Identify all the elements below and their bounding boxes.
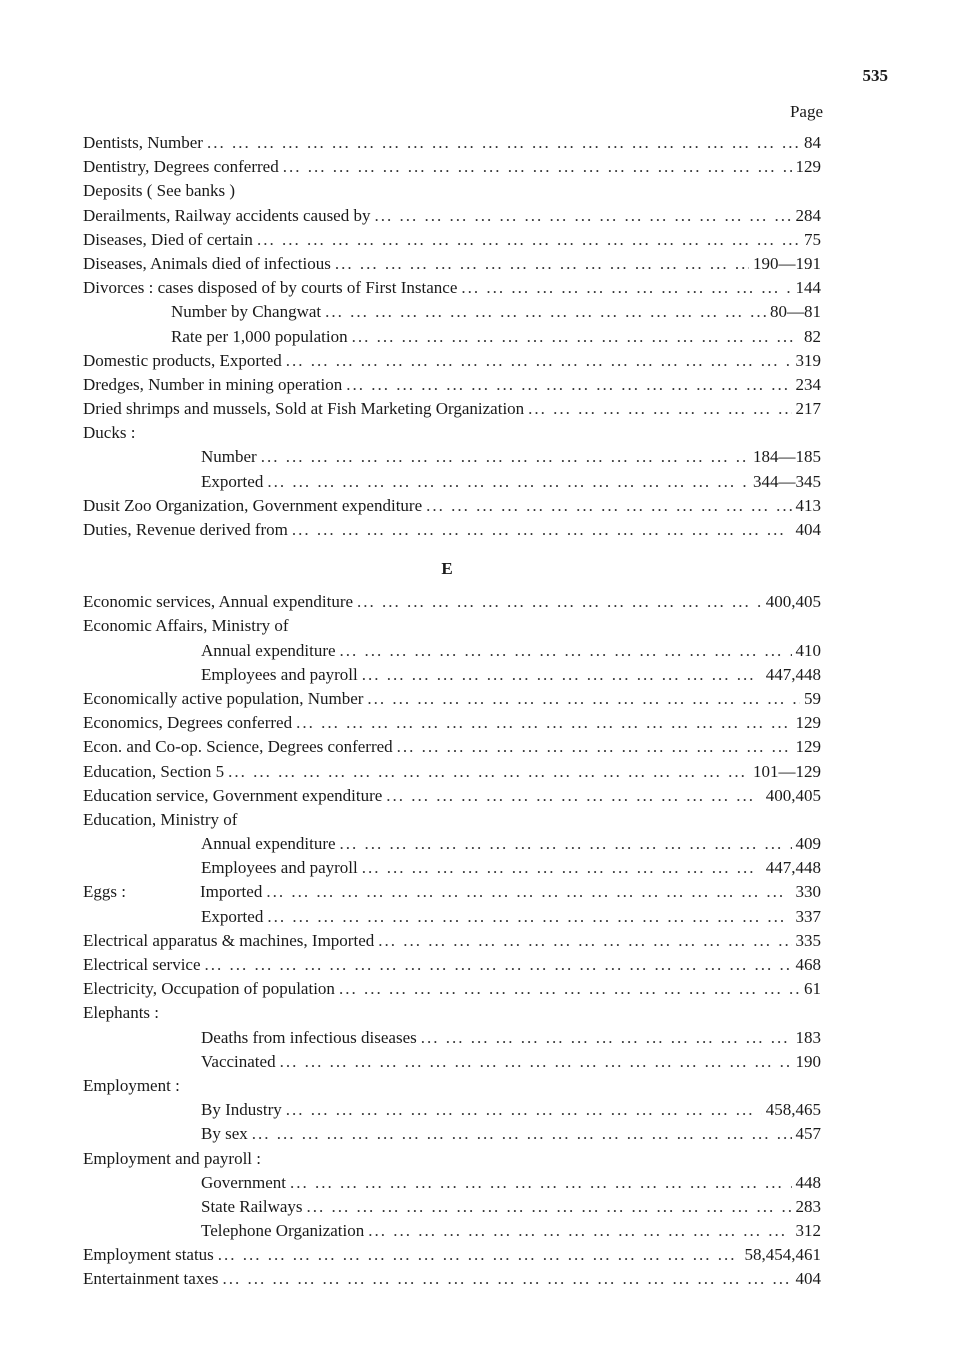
index-entry bbox=[83, 616, 821, 640]
index-entry-label bbox=[83, 689, 363, 709]
index-entry-text: Exported bbox=[201, 906, 264, 926]
dot-leader bbox=[397, 737, 792, 757]
index-entry-text: Electricity, Occupation of population bbox=[83, 979, 335, 999]
index-entry-label bbox=[83, 520, 288, 540]
index-entry-label bbox=[83, 1149, 261, 1169]
dot-leader bbox=[421, 1028, 792, 1048]
index-entry bbox=[83, 979, 821, 1003]
dot-leader bbox=[222, 1269, 791, 1289]
index-entry-text: Dredges, Number in mining operation bbox=[83, 374, 343, 394]
index-entry-pages: 330 bbox=[795, 882, 821, 902]
dot-leader bbox=[357, 592, 762, 612]
dot-leader bbox=[362, 665, 762, 685]
index-entry-label bbox=[201, 472, 263, 492]
index-entry-text: Elephants : bbox=[83, 1003, 160, 1023]
index-entry-text: Ducks : bbox=[83, 423, 136, 443]
index-entry-text: Deaths from infectious diseases bbox=[201, 1027, 417, 1047]
dot-leader bbox=[325, 302, 766, 322]
index-entry-text: Domestic products, Exported bbox=[83, 350, 282, 370]
dot-leader bbox=[261, 447, 749, 467]
index-entry bbox=[83, 641, 821, 665]
index-entry-label bbox=[83, 616, 289, 636]
index-entry bbox=[83, 1197, 821, 1221]
index-entry bbox=[83, 882, 821, 906]
index-entry bbox=[83, 1076, 821, 1100]
index-entry-text: Economically active population, Number bbox=[83, 688, 364, 708]
index-entry bbox=[83, 1245, 821, 1269]
index-entry-text: Economic services, Annual expenditure bbox=[83, 592, 354, 612]
index-entry-label bbox=[83, 230, 253, 250]
index-entry-text: Employment status bbox=[83, 1245, 214, 1265]
index-entry bbox=[83, 399, 821, 423]
index-entry bbox=[83, 907, 821, 931]
dot-leader bbox=[368, 1221, 791, 1241]
index-entry-pages: 61 bbox=[804, 979, 821, 999]
dot-leader bbox=[267, 472, 749, 492]
index-entry-pages: 217 bbox=[795, 399, 821, 419]
index-entry-label bbox=[83, 375, 342, 395]
dot-leader bbox=[296, 713, 791, 733]
dot-leader bbox=[378, 931, 791, 951]
index-entry-text: Annual expenditure bbox=[201, 834, 336, 854]
index-entry-pages: 337 bbox=[795, 906, 821, 926]
index-entry-label bbox=[83, 592, 353, 612]
index-entry-pages: 400,405 bbox=[765, 785, 821, 805]
index-entry bbox=[83, 1173, 821, 1197]
index-entry-text: Telephone Organization bbox=[201, 1221, 365, 1241]
index-entry-pages: 84 bbox=[804, 133, 821, 152]
index-entry-label bbox=[201, 858, 358, 878]
index-entry-text: Education, Ministry of bbox=[83, 809, 238, 829]
index-entry bbox=[83, 327, 821, 351]
dot-leader bbox=[528, 399, 791, 419]
index-entry bbox=[83, 762, 821, 786]
index-entry-label bbox=[201, 1124, 248, 1144]
index-entry-pages: 190—191 bbox=[753, 253, 821, 273]
index-entry-text: Divorces : cases disposed of by courts of First Instance bbox=[83, 278, 458, 298]
index-entry-pages: 400,405 bbox=[765, 592, 821, 612]
index-entry bbox=[83, 496, 821, 520]
index-entry-text: Number bbox=[201, 447, 257, 467]
index-entry-label bbox=[201, 665, 358, 685]
index-entry bbox=[83, 810, 821, 834]
index-entry-label bbox=[83, 399, 524, 419]
index-entry bbox=[83, 157, 821, 181]
index-entry-pages: 234 bbox=[795, 374, 821, 394]
index-entry bbox=[83, 520, 821, 544]
dot-leader bbox=[228, 762, 749, 782]
index-entry-label bbox=[201, 447, 257, 467]
index-entry-pages: 129 bbox=[795, 157, 821, 177]
index-entry-pages: 283 bbox=[795, 1196, 821, 1216]
index-entry-text: Education service, Government expenditure bbox=[83, 785, 383, 805]
index-entry-label bbox=[83, 979, 335, 999]
index-entry bbox=[83, 1221, 821, 1245]
dot-leader bbox=[280, 1052, 792, 1072]
index-entry bbox=[83, 254, 821, 278]
index-entry-pages: 404 bbox=[795, 1269, 821, 1289]
dot-leader bbox=[290, 1173, 792, 1193]
index-entry-pages: 413 bbox=[795, 495, 821, 515]
index-list bbox=[83, 133, 821, 1294]
dot-leader bbox=[207, 133, 800, 153]
index-entry-label bbox=[83, 713, 292, 733]
index-entry-pages: 457 bbox=[795, 1124, 821, 1144]
index-entry-text: Employees and payroll bbox=[201, 664, 358, 684]
index-entry-label bbox=[83, 810, 237, 830]
page-column-heading: Page bbox=[789, 102, 823, 121]
index-entry-text: Dusit Zoo Organization, Government expenditure bbox=[83, 495, 423, 515]
dot-leader bbox=[266, 882, 791, 902]
index-entry-label bbox=[83, 157, 279, 177]
index-entry-pages: 183 bbox=[795, 1027, 821, 1047]
index-entry-pages: 190 bbox=[795, 1051, 821, 1071]
index-entry-pages: 447,448 bbox=[765, 664, 821, 684]
index-entry-pages: 284 bbox=[795, 205, 821, 225]
index-entry-pages: 184—185 bbox=[753, 447, 821, 467]
index-entry bbox=[83, 133, 821, 157]
index-entry-text: Education, Section 5 bbox=[83, 761, 225, 781]
index-entry-text: Duties, Revenue derived from bbox=[83, 520, 288, 539]
index-entry bbox=[83, 689, 821, 713]
index-entry-label bbox=[83, 181, 235, 201]
index-entry-text: Entertainment taxes bbox=[83, 1269, 219, 1289]
index-entry bbox=[83, 858, 821, 882]
index-entry bbox=[83, 472, 821, 496]
index-entry-label bbox=[83, 762, 224, 782]
index-entry-label bbox=[201, 834, 336, 854]
dot-leader bbox=[340, 834, 792, 854]
index-entry-label bbox=[201, 1028, 417, 1048]
dot-leader bbox=[352, 327, 800, 347]
index-entry-text: Vaccinated bbox=[201, 1051, 276, 1071]
index-entry-label bbox=[83, 955, 201, 975]
index-entry-label bbox=[83, 254, 331, 274]
index-entry-text: Derailments, Railway accidents caused by bbox=[83, 205, 371, 225]
dot-leader bbox=[267, 907, 791, 927]
index-entry-text: Econ. and Co-op. Science, Degrees conferred bbox=[83, 737, 393, 757]
index-entry-text: Rate per 1,000 population bbox=[171, 326, 348, 346]
dot-leader bbox=[292, 520, 792, 540]
index-entry-text: Economics, Degrees conferred bbox=[83, 713, 293, 733]
index-entry-pages: 468 bbox=[795, 955, 821, 974]
index-entry-pages: 80—81 bbox=[770, 302, 821, 322]
dot-leader bbox=[286, 1100, 762, 1120]
index-entry-pages: 82 bbox=[804, 326, 821, 346]
index-entry-label bbox=[201, 1173, 286, 1193]
dot-leader bbox=[362, 858, 762, 878]
dot-leader bbox=[205, 955, 792, 975]
index-entry-label bbox=[201, 1100, 282, 1120]
index-entry-label bbox=[83, 133, 203, 153]
index-entry-text: Dentistry, Degrees conferred bbox=[83, 157, 279, 177]
index-entry bbox=[83, 1100, 821, 1124]
dot-leader bbox=[335, 254, 749, 274]
index-entry bbox=[83, 351, 821, 375]
dot-leader bbox=[307, 1197, 792, 1217]
index-entry bbox=[83, 206, 821, 230]
index-entry-text: Diseases, Animals died of infectious bbox=[83, 253, 331, 273]
dot-leader bbox=[346, 375, 791, 395]
section-letter: E bbox=[441, 559, 453, 579]
index-entry bbox=[83, 786, 821, 810]
index-entry-text: Diseases, Died of certain bbox=[83, 229, 253, 249]
index-entry-pages: 447,448 bbox=[765, 858, 821, 878]
index-entry-pages: 101—129 bbox=[753, 761, 821, 781]
index-entry-pages: 404 bbox=[795, 520, 821, 539]
dot-leader bbox=[386, 786, 761, 806]
index-entry bbox=[83, 1003, 821, 1027]
index-entry-label bbox=[201, 1197, 303, 1217]
dot-leader bbox=[367, 689, 800, 709]
index-entry-text: Economic Affairs, Ministry of bbox=[83, 616, 289, 636]
index-entry bbox=[83, 181, 821, 205]
index-entry bbox=[83, 423, 821, 447]
page-number: 535 bbox=[862, 66, 888, 85]
index-entry-pages: 319 bbox=[795, 350, 821, 370]
index-entry bbox=[83, 713, 821, 737]
index-entry-label bbox=[83, 1076, 180, 1096]
index-entry-pages: 58,454,461 bbox=[744, 1245, 821, 1265]
index-entry-text: By sex bbox=[201, 1124, 248, 1144]
index-entry bbox=[83, 375, 821, 399]
index-entry-label bbox=[83, 786, 382, 806]
index-entry-text: State Railways bbox=[201, 1196, 303, 1216]
index-entry-text: By Industry bbox=[201, 1100, 282, 1120]
index-entry bbox=[83, 447, 821, 471]
index-entry-label bbox=[83, 737, 393, 757]
index-entry-label bbox=[201, 907, 263, 927]
index-entry-prefix: Eggs : bbox=[83, 882, 126, 902]
dot-leader bbox=[339, 979, 800, 999]
index-entry-label bbox=[83, 206, 370, 226]
index-entry bbox=[83, 1149, 821, 1173]
index-entry-label bbox=[83, 496, 422, 516]
index-entry bbox=[83, 302, 821, 326]
index-entry-label bbox=[171, 327, 348, 347]
index-entry-text: Number by Changwat bbox=[171, 302, 322, 322]
index-entry-pages: 144 bbox=[795, 278, 821, 298]
index-entry-label bbox=[201, 1221, 364, 1241]
index-entry-label bbox=[201, 1052, 276, 1072]
index-entry bbox=[83, 1124, 821, 1148]
index-entry-text: Employees and payroll bbox=[201, 858, 358, 878]
dot-leader bbox=[374, 206, 791, 226]
dot-leader bbox=[218, 1245, 741, 1265]
index-entry-pages: 312 bbox=[795, 1221, 821, 1241]
index-entry-label bbox=[83, 931, 374, 951]
index-entry-label bbox=[83, 1245, 214, 1265]
index-entry-text: Imported bbox=[200, 882, 263, 902]
index-entry-label bbox=[83, 278, 457, 298]
index-entry-pages: 129 bbox=[795, 713, 821, 733]
dot-leader bbox=[340, 641, 792, 661]
index-entry bbox=[83, 955, 821, 979]
index-entry-pages: 59 bbox=[804, 688, 821, 708]
dot-leader bbox=[426, 496, 791, 516]
index-entry bbox=[83, 931, 821, 955]
index-entry-pages: 344—345 bbox=[753, 471, 821, 491]
index-entry bbox=[83, 278, 821, 302]
index-entry-text: Annual expenditure bbox=[201, 640, 336, 660]
index-entry bbox=[83, 1028, 821, 1052]
index-entry bbox=[83, 1269, 821, 1293]
index-entry-text: Dentists, Number bbox=[83, 133, 203, 152]
index-entry-pages: 409 bbox=[795, 834, 821, 854]
index-entry-label bbox=[83, 1269, 218, 1289]
index-entry-label bbox=[201, 641, 336, 661]
index-entry-pages: 458,465 bbox=[765, 1100, 821, 1120]
index-entry-text: Employment and payroll : bbox=[83, 1148, 261, 1168]
index-entry-label bbox=[83, 882, 262, 902]
index-entry-text: Employment : bbox=[83, 1075, 180, 1095]
index-entry bbox=[83, 230, 821, 254]
index-entry-text: Electrical apparatus & machines, Imported bbox=[83, 930, 375, 950]
index-entry bbox=[83, 665, 821, 689]
index-entry-label bbox=[171, 302, 321, 322]
index-entry-pages: 410 bbox=[795, 640, 821, 660]
index-entry bbox=[83, 1052, 821, 1076]
index-entry-pages: 75 bbox=[804, 229, 821, 249]
index-entry-text: Electrical service bbox=[83, 955, 201, 974]
index-entry-text: Deposits ( See banks ) bbox=[83, 181, 236, 201]
dot-leader bbox=[461, 278, 791, 298]
index-entry-pages: 129 bbox=[795, 737, 821, 757]
dot-leader bbox=[257, 230, 800, 250]
index-section-e bbox=[83, 592, 821, 1293]
dot-leader bbox=[252, 1124, 792, 1144]
index-entry-text: Dried shrimps and mussels, Sold at Fish Marketing Organization bbox=[83, 399, 525, 419]
index-entry-label bbox=[83, 351, 282, 371]
index-entry-pages: 448 bbox=[795, 1172, 821, 1192]
dot-leader bbox=[283, 157, 792, 177]
index-entry-text: Exported bbox=[201, 471, 264, 491]
index-entry-label bbox=[83, 423, 135, 443]
index-entry-label bbox=[83, 1003, 159, 1023]
index-entry bbox=[83, 834, 821, 858]
index-section-d bbox=[83, 133, 821, 544]
dot-leader bbox=[286, 351, 792, 371]
index-entry bbox=[83, 592, 821, 616]
index-entry bbox=[83, 737, 821, 761]
index-entry-pages: 335 bbox=[795, 930, 821, 950]
index-entry-text: Government bbox=[201, 1172, 286, 1192]
